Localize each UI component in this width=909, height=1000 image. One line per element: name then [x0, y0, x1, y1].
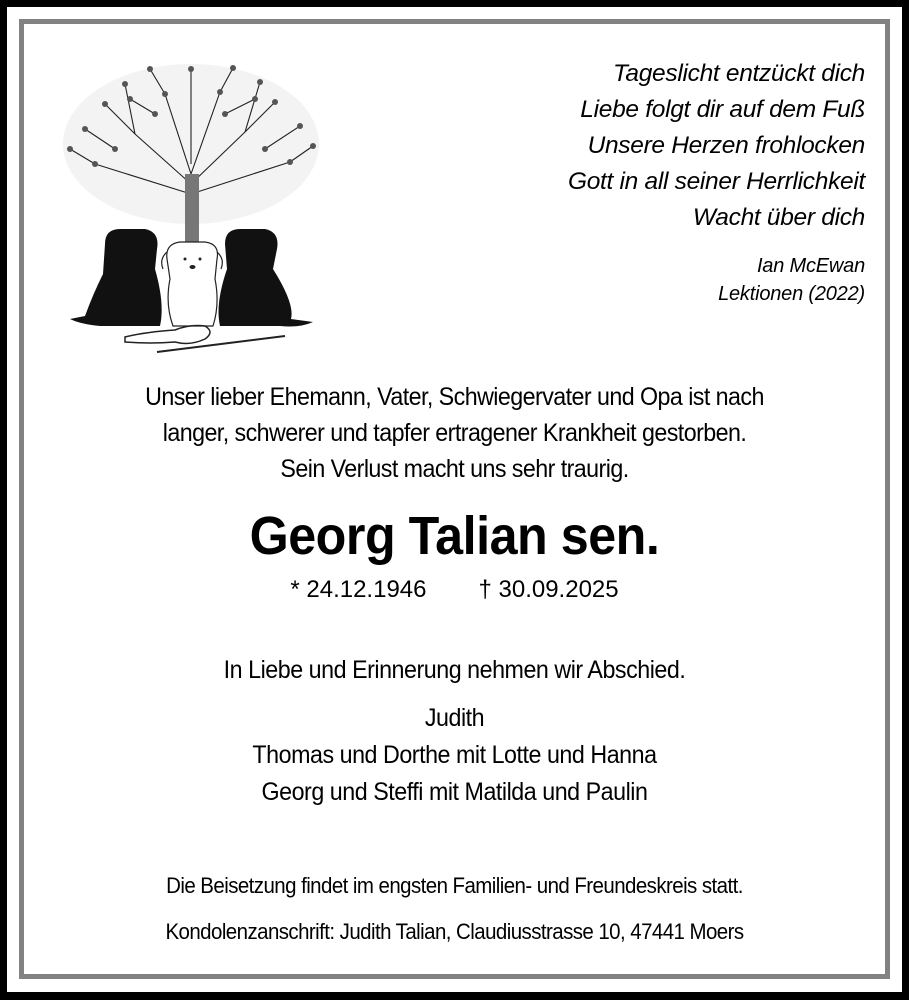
death-date: † 30.09.2025 [478, 576, 619, 603]
poem-line: Tageslicht entzückt dich [612, 60, 865, 87]
poem-source [718, 252, 865, 308]
deceased-name: Georg Talian sen. [249, 506, 660, 566]
family-names [54, 700, 855, 811]
obituary-notice [7, 7, 902, 992]
poem-work: Lektionen (2022) [718, 283, 865, 305]
poem [568, 56, 865, 236]
family-line: Thomas und Dorthe mit Lotte und Hanna [252, 741, 657, 769]
tree-dogs-violin-illustration-icon [55, 54, 327, 354]
intro-line: Unser lieber Ehemann, Vater, Schwiegervater und Opa ist nach [145, 383, 764, 411]
poem-author: Ian McEwan [756, 255, 865, 277]
inner-frame [19, 19, 890, 979]
farewell-text: In Liebe und Erinnerung nehmen wir Abschied. [223, 656, 686, 684]
poem-line: Liebe folgt dir auf dem Fuß [580, 96, 865, 123]
poem-line: Unsere Herzen frohlocken [587, 132, 865, 159]
birth-date: * 24.12.1946 [290, 576, 427, 603]
poem-line: Wacht über dich [692, 204, 865, 231]
intro-line: langer, schwerer und tapfer ertragener Krankheit gestorben. [162, 419, 747, 447]
intro-line: Sein Verlust macht uns sehr traurig. [280, 455, 629, 483]
family-line: Judith [424, 704, 485, 732]
poem-line: Gott in all seiner Herrlichkeit [567, 168, 865, 195]
funeral-note: Die Beisetzung findet im engsten Familien- und Freundeskreis statt. [166, 873, 743, 898]
condolence-address: Kondolenzanschrift: Judith Talian, Claudiusstrasse 10, 47441 Moers [165, 919, 744, 944]
intro-text [54, 379, 855, 487]
life-dates [24, 573, 885, 607]
family-line: Georg und Steffi mit Matilda und Paulin [261, 778, 648, 806]
